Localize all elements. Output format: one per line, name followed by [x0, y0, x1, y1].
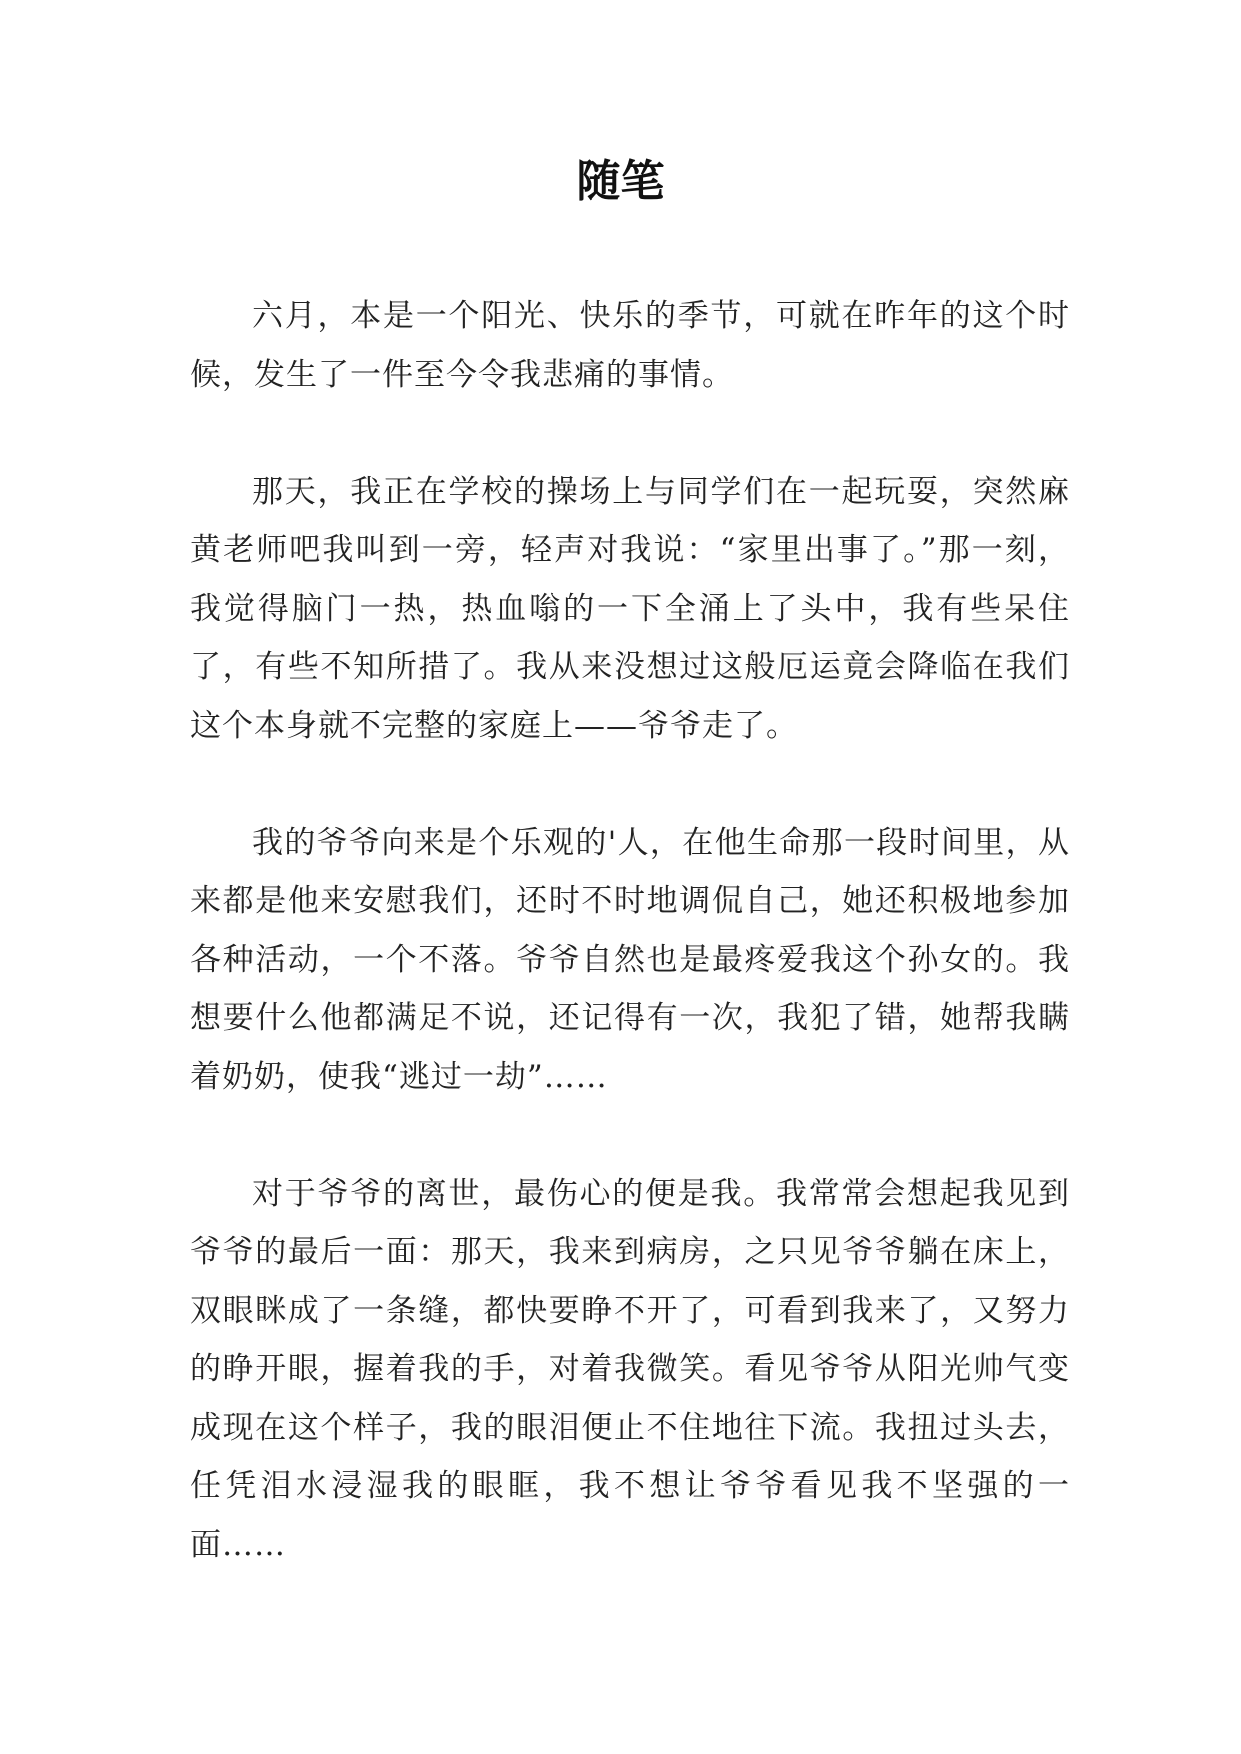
paragraph: 对于爷爷的离世，最伤心的便是我。我常常会想起我见到爷爷的最后一面：那天，我来到病房，之只见爷爷躺在床上，双眼眯成了一条缝，都快要睁不开了，可看到我来了，又努力的睁开眼，握着我的手，对着我微笑。看见爷爷从阳光帅气变成现在这个样子，我的眼泪便止不住地往下流。我扭过头去，任凭泪水浸湿我的眼眶，我不想让爷爷看见我不坚强的一面……: [190, 1175, 1070, 1563]
paragraph: 我的爷爷向来是个乐观的'人，在他生命那一段时间里，从来都是他来安慰我们，还时不时地调侃自己，她还积极地参加各种活动，一个不落。爷爷自然也是最疼爱我这个孙女的。我想要什么他都满足不说，还记得有一次，我犯了错，她帮我瞒着奶奶，使我“逃过一劫”……: [190, 824, 1070, 1095]
paragraph: 六月，本是一个阳光、快乐的季节，可就在昨年的这个时候，发生了一件至今令我悲痛的事情。: [190, 298, 1070, 393]
document-body: [190, 287, 1070, 1574]
paragraph: 那天，我正在学校的操场上与同学们在一起玩耍，突然麻黄老师吧我叫到一旁，轻声对我说：“家里出事了。”那一刻，我觉得脑门一热，热血嗡的一下全涌上了头中，我有些呆住了，有些不知所措了。我从来没想过这般厄运竟会降临在我们这个本身就不完整的家庭上——爷爷走了。: [190, 473, 1070, 744]
document-title: 随笔: [576, 156, 665, 207]
